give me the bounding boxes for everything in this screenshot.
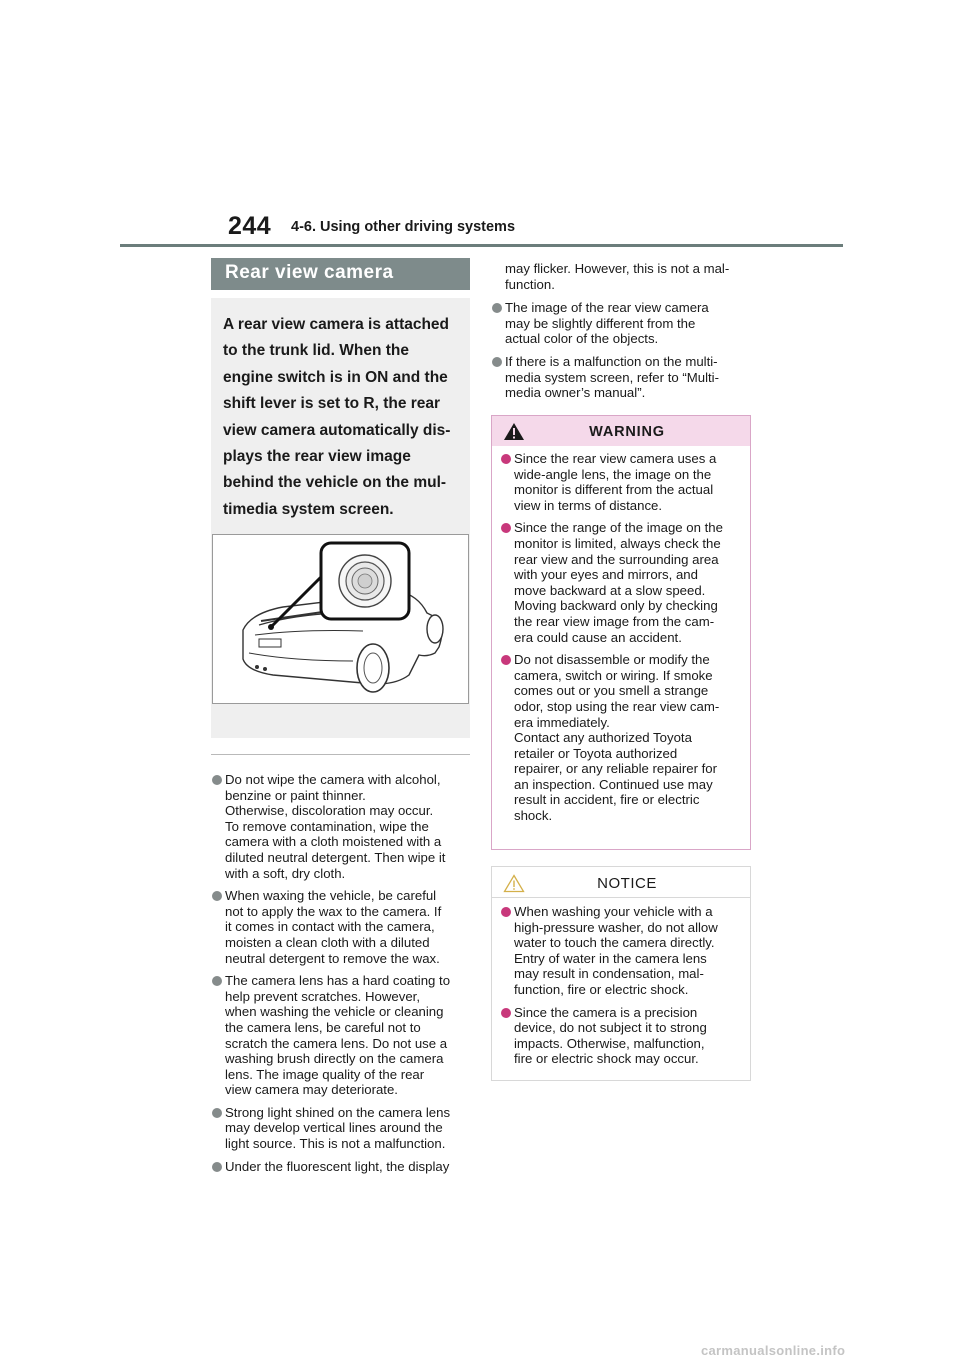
notice-header [492,867,750,898]
warning-title: WARNING [589,424,665,440]
bullet-text: Since the rear view camera uses a wide-angle lens, the image on the monitor is different from the actual view in terms of distance. [514,451,717,513]
bullet-text: Since the range of the image on the monitor is limited, always check the rear view and the surrounding area with your eyes and mirrors, and move backward at a slow speed. Moving backward only by checking the rear view image from the cam- era could cause an accident. [514,520,723,645]
right-column [491,261,753,408]
intro-box [211,298,470,738]
list-item [500,652,742,824]
left-column [211,258,470,1181]
section-title: Rear view camera [211,258,470,290]
list-item-continuation [491,261,753,292]
bullet-dot-icon [501,1008,511,1018]
section-divider [211,754,470,755]
bullet-dot-icon [501,655,511,665]
bullet-text: If there is a malfunction on the multi- media system screen, refer to “Multi- media owner’s manual”. [505,353,719,401]
list-item [500,1005,742,1067]
bullet-text: The camera lens has a hard coating to help prevent scratches. However, when washing the vehicle or cleaning the camera lens, be careful not to scratch the camera lens. Do not use a washing brush directly on the camera lens. The image quality of the rear view camera may deteriorate. [225,973,451,1098]
warning-body [492,446,750,824]
list-item [491,300,753,347]
list-item [491,354,753,401]
bullet-dot-icon [501,523,511,533]
right-bullet-list [491,261,753,401]
warning-list [500,451,742,824]
list-item [211,1159,470,1175]
bullet-text: When washing your vehicle with a high-pressure washer, do not allow water to touch the camera directly. Entry of water in the camera lens may result in condensation, mal- function, fire or electric shock. [514,904,718,997]
bullet-dot-icon [501,454,511,464]
list-item [211,973,470,1098]
bullet-text: Do not wipe the camera with alcohol, benzine or paint thinner. Otherwise, discoloration may occur. To remove contamination, wipe the camera with a cloth moistened with a diluted neutral detergent. Then wipe it with a soft, dry cloth. [225,772,446,881]
bullet-dot-icon [212,976,222,986]
bullet-text: Do not disassemble or modify the camera, switch or wiring. If smoke comes out or you smell a strange odor, stop using the rear view cam- era immediately. Contact any authorized Toyota retailer or Toyota authorized repairer, or any reliable repairer for an inspection. Continued use may result in accident, fire or electric shock. [514,652,720,824]
list-item [500,520,742,645]
list-item [500,451,742,513]
notice-title: NOTICE [597,875,657,892]
watermark: carmanualsonline.info [701,1343,846,1358]
page-number: 244 [228,212,272,240]
list-item [211,1105,470,1152]
notice-box [491,866,751,1081]
bullet-dot-icon [492,303,502,313]
list-item [211,888,470,966]
car-rear-drawing [213,535,468,703]
bullet-text: When waxing the vehicle, be careful not to apply the wax to the camera. If it comes in contact with the camera, moisten a clean cloth with a diluted neutral detergent to remove the wax. [225,888,442,966]
bullet-dot-icon [212,1108,222,1118]
bullet-text: Under the fluorescent light, the display [225,1158,450,1174]
bullet-dot-icon [501,907,511,917]
bullet-text: Strong light shined on the camera lens may develop vertical lines around the light source. This is not a malfunction. [225,1104,451,1152]
section-header: 4-6. Using other driving systems [291,219,516,235]
bullet-dot-icon [212,1162,222,1172]
warning-header [492,416,750,446]
warning-box [491,415,751,850]
list-item [500,904,742,998]
notice-body [492,898,750,1067]
header-rule [120,244,843,247]
bullet-text: The image of the rear view camera may be slightly different from the actual color of the objects. [505,300,709,347]
bullet-dot-icon [212,891,222,901]
notice-list [500,904,742,1067]
bullet-dot-icon [492,357,502,367]
left-bullet-list [211,772,470,1174]
list-item [211,772,470,881]
intro-text: A rear view camera is attached to the trunk lid. When the engine switch is in ON and the shift lever is set to R, the rear view camera automatically dis- plays the rear view image behind the vehicle on the mul- timedia system screen. [223,316,451,518]
bullet-text: Since the camera is a precision device, do not subject it to strong impacts. Otherwise, malfunction, fire or electric shock may occur. [514,1004,707,1067]
bullet-text: may flicker. However, this is not a mal- function. [505,261,730,292]
rear-camera-illustration [212,534,469,704]
bullet-dot-icon [212,775,222,785]
